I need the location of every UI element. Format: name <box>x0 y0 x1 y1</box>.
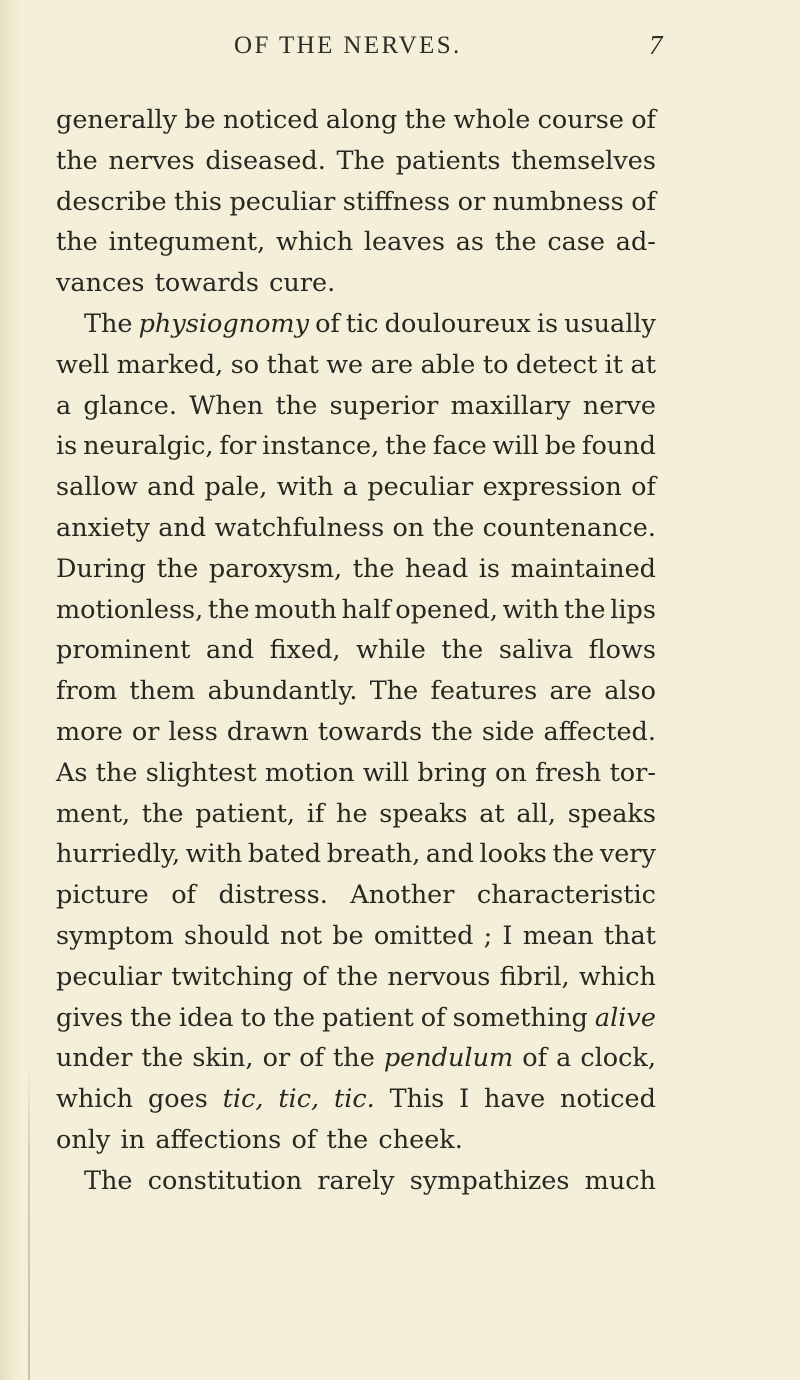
word: marked, <box>116 349 224 380</box>
word: characteristic <box>476 880 656 911</box>
word: them <box>129 676 196 707</box>
text-line <box>56 753 656 794</box>
text-line <box>56 508 656 549</box>
word: have <box>484 1084 546 1115</box>
word: describe <box>56 186 167 217</box>
word: The <box>369 676 419 707</box>
word: nerve <box>582 390 656 421</box>
word: glance. <box>83 390 177 421</box>
text-line <box>56 957 656 998</box>
word: nerves <box>108 145 195 176</box>
word: he <box>336 798 368 829</box>
word: while <box>356 635 426 666</box>
text-line <box>56 263 656 304</box>
word: nervous <box>387 961 491 992</box>
word: the <box>432 512 475 543</box>
word: or <box>262 1043 291 1074</box>
word: generally <box>56 105 178 135</box>
word: breath, <box>326 839 421 870</box>
word: skin, <box>192 1043 254 1074</box>
text-line <box>56 590 656 631</box>
word: of <box>299 1043 324 1074</box>
word: goes <box>147 1084 208 1115</box>
word: of <box>420 1002 446 1033</box>
word: less <box>168 716 218 747</box>
word: maxillary <box>450 390 571 421</box>
word: the <box>56 227 98 258</box>
word: are <box>370 349 414 380</box>
word: the <box>326 1124 369 1155</box>
word: speaks <box>379 798 468 829</box>
word: will <box>492 431 539 462</box>
word: only <box>56 1124 111 1155</box>
word: picture <box>56 880 149 911</box>
word: head <box>405 553 469 584</box>
word: on <box>495 757 527 788</box>
word: themselves <box>511 145 656 176</box>
word: ad- <box>615 227 656 258</box>
word: peculiar <box>56 961 162 992</box>
word: stiffness <box>342 186 451 217</box>
word: tor- <box>609 757 656 788</box>
word: of <box>171 880 196 911</box>
word: As <box>56 757 88 788</box>
word: I <box>502 920 513 951</box>
word: diseased. <box>205 145 326 176</box>
word: to <box>482 349 509 380</box>
text-line <box>56 549 656 590</box>
word: the <box>552 839 595 870</box>
word: clock, <box>580 1043 656 1074</box>
text-line <box>56 1161 656 1202</box>
text-line <box>56 1038 656 1079</box>
word: are <box>549 676 592 707</box>
word: the <box>275 390 318 421</box>
word: distress. <box>218 880 328 911</box>
word: bring <box>417 757 487 788</box>
word: of <box>315 308 340 339</box>
word: with <box>185 839 243 870</box>
word: as <box>455 227 485 258</box>
word: bated <box>247 839 322 870</box>
word: course <box>537 105 624 135</box>
word: mouth <box>254 594 337 625</box>
word: numbness <box>492 186 624 217</box>
word: rarely <box>317 1165 395 1196</box>
word: hurriedly, <box>56 839 181 870</box>
word: of <box>631 186 656 217</box>
word: at <box>479 798 505 829</box>
word: slightest <box>145 757 257 788</box>
word: with <box>502 594 560 625</box>
word: cure. <box>269 268 336 299</box>
word: a <box>556 1043 572 1074</box>
word: will <box>362 757 410 788</box>
word: whole <box>453 105 531 135</box>
word: able <box>420 349 476 380</box>
word: at <box>630 349 656 380</box>
word: much <box>584 1165 656 1196</box>
word: The <box>336 145 386 176</box>
word: face <box>432 431 487 462</box>
word: to <box>240 1002 267 1033</box>
text-line <box>56 712 656 753</box>
text-line <box>56 467 656 508</box>
word: Another <box>350 880 455 911</box>
word: from <box>56 676 118 707</box>
word: the <box>563 594 606 625</box>
word: something <box>452 1002 588 1033</box>
word: of <box>631 472 656 503</box>
word: side <box>481 716 535 747</box>
word: mean <box>522 920 594 951</box>
word: be <box>184 105 216 135</box>
word: opened, <box>395 594 498 625</box>
word: I <box>459 1084 470 1115</box>
word: along <box>325 105 398 135</box>
italic-word: tic, <box>278 1084 320 1115</box>
text-line <box>56 1120 656 1161</box>
word: of <box>631 105 656 135</box>
word: motionless, <box>56 594 204 625</box>
word: that <box>603 920 656 951</box>
text-line <box>56 304 656 345</box>
word: and <box>425 839 474 870</box>
word: or <box>131 716 160 747</box>
italic-word: physiognomy <box>138 308 310 339</box>
word: gives <box>56 1002 124 1033</box>
word: of <box>291 1124 317 1155</box>
word: sallow <box>56 472 138 503</box>
word: patient <box>322 1002 414 1033</box>
text-line <box>56 671 656 712</box>
italic-word: tic. <box>333 1084 375 1115</box>
word: usually <box>564 308 656 339</box>
word: tic <box>345 308 379 339</box>
word: speaks <box>567 798 656 829</box>
word: not <box>279 920 322 951</box>
word: so <box>230 349 260 380</box>
word: and <box>206 635 254 666</box>
word: noticed <box>560 1084 656 1115</box>
text-line <box>56 141 656 182</box>
italic-word: tic, <box>222 1084 264 1115</box>
word: in <box>120 1124 146 1155</box>
word: towards <box>154 268 259 299</box>
word: well <box>56 349 110 380</box>
running-title: OF THE NERVES. <box>234 32 462 59</box>
word: detect <box>515 349 598 380</box>
word: the <box>95 757 138 788</box>
text-line <box>56 345 656 386</box>
word: The <box>84 1165 133 1196</box>
word: the <box>273 1002 316 1033</box>
page-number: 7 <box>649 30 663 60</box>
word: which <box>56 1084 134 1115</box>
word: of <box>522 1043 548 1074</box>
word: fresh <box>535 757 602 788</box>
word: the <box>56 145 98 176</box>
page-gutter-shadow <box>0 0 22 1380</box>
text-line <box>56 630 656 671</box>
word: constitution <box>147 1165 303 1196</box>
text-line <box>56 386 656 427</box>
text-line <box>56 916 656 957</box>
word: saliva <box>498 635 574 666</box>
word: fibril, <box>499 961 570 992</box>
word: integument, <box>108 227 266 258</box>
word: During <box>56 553 146 584</box>
word: affected. <box>543 716 656 747</box>
word: for <box>219 431 257 462</box>
word: the <box>130 1002 172 1033</box>
word: found <box>582 431 656 462</box>
word: motion <box>264 757 355 788</box>
word: cheek. <box>378 1124 463 1155</box>
word: the <box>141 1043 184 1074</box>
word: the <box>336 961 379 992</box>
word: prominent <box>56 635 191 666</box>
italic-word: alive <box>594 1002 656 1033</box>
word: a <box>56 390 72 421</box>
word: maintained <box>510 553 656 584</box>
word: paroxysm, <box>208 553 343 584</box>
word: anxiety <box>56 512 150 543</box>
word: ; <box>483 920 493 951</box>
word: also <box>604 676 656 707</box>
text-line <box>56 182 656 223</box>
word: This <box>389 1084 445 1115</box>
word: the <box>441 635 484 666</box>
word: looks <box>479 839 547 870</box>
word: and <box>147 472 196 503</box>
word: superior <box>329 390 439 421</box>
word: or <box>457 186 486 217</box>
word: the <box>207 594 250 625</box>
word: which <box>578 961 656 992</box>
word: leaves <box>363 227 445 258</box>
word: sympathizes <box>409 1165 570 1196</box>
word: is <box>478 553 500 584</box>
word: that <box>266 349 319 380</box>
word: countenance. <box>482 512 656 543</box>
page-header <box>0 32 800 72</box>
word: with <box>276 472 334 503</box>
text-line <box>56 794 656 835</box>
word: on <box>392 512 425 543</box>
word: omitted <box>373 920 474 951</box>
word: peculiar <box>229 186 336 217</box>
text-line <box>56 875 656 916</box>
word: affections <box>155 1124 282 1155</box>
word: abundantly. <box>207 676 358 707</box>
text-line <box>56 222 656 263</box>
word: drawn <box>226 716 309 747</box>
word: is <box>536 308 559 339</box>
word: expression <box>482 472 622 503</box>
word: the <box>352 553 395 584</box>
word: this <box>174 186 222 217</box>
word: the <box>404 105 447 135</box>
word: lips <box>610 594 656 625</box>
word: idea <box>178 1002 234 1033</box>
word: the <box>156 553 199 584</box>
word: twitching <box>171 961 294 992</box>
word: is <box>56 431 78 462</box>
word: very <box>599 839 656 870</box>
word: The <box>84 308 133 339</box>
text-line <box>56 426 656 467</box>
word: and <box>158 512 207 543</box>
word: fixed, <box>269 635 341 666</box>
word: half <box>341 594 391 625</box>
word: should <box>183 920 270 951</box>
word: douloureux <box>384 308 531 339</box>
word: patient, <box>195 798 296 829</box>
word: we <box>326 349 364 380</box>
word: the <box>385 431 427 462</box>
word: watchfulness <box>214 512 385 543</box>
word: case <box>547 227 605 258</box>
word: under <box>56 1043 133 1074</box>
word: When <box>189 390 264 421</box>
word: the <box>431 716 473 747</box>
word: noticed <box>222 105 319 135</box>
text-line <box>56 100 656 141</box>
word: instance, <box>262 431 380 462</box>
word: the <box>494 227 537 258</box>
italic-word: pendulum <box>383 1043 514 1074</box>
word: more <box>56 716 123 747</box>
word: of <box>302 961 328 992</box>
word: it <box>604 349 624 380</box>
word: peculiar <box>367 472 474 503</box>
word: pale, <box>204 472 268 503</box>
word: ment, <box>56 798 131 829</box>
word: the <box>333 1043 375 1074</box>
word: be <box>332 920 364 951</box>
word: flows <box>588 635 656 666</box>
body-text <box>56 100 656 1202</box>
word: if <box>306 798 325 829</box>
word: patients <box>395 145 501 176</box>
word: all, <box>516 798 556 829</box>
word: features <box>430 676 538 707</box>
word: which <box>276 227 354 258</box>
word: the <box>141 798 184 829</box>
text-line <box>56 834 656 875</box>
word: symptom <box>56 920 174 951</box>
text-line <box>56 998 656 1039</box>
page-edge-mark <box>28 1060 30 1380</box>
word: a <box>342 472 358 503</box>
word: vances <box>56 268 145 299</box>
word: towards <box>317 716 423 747</box>
word: neuralgic, <box>83 431 214 462</box>
text-line <box>56 1079 656 1120</box>
word: be <box>544 431 577 462</box>
